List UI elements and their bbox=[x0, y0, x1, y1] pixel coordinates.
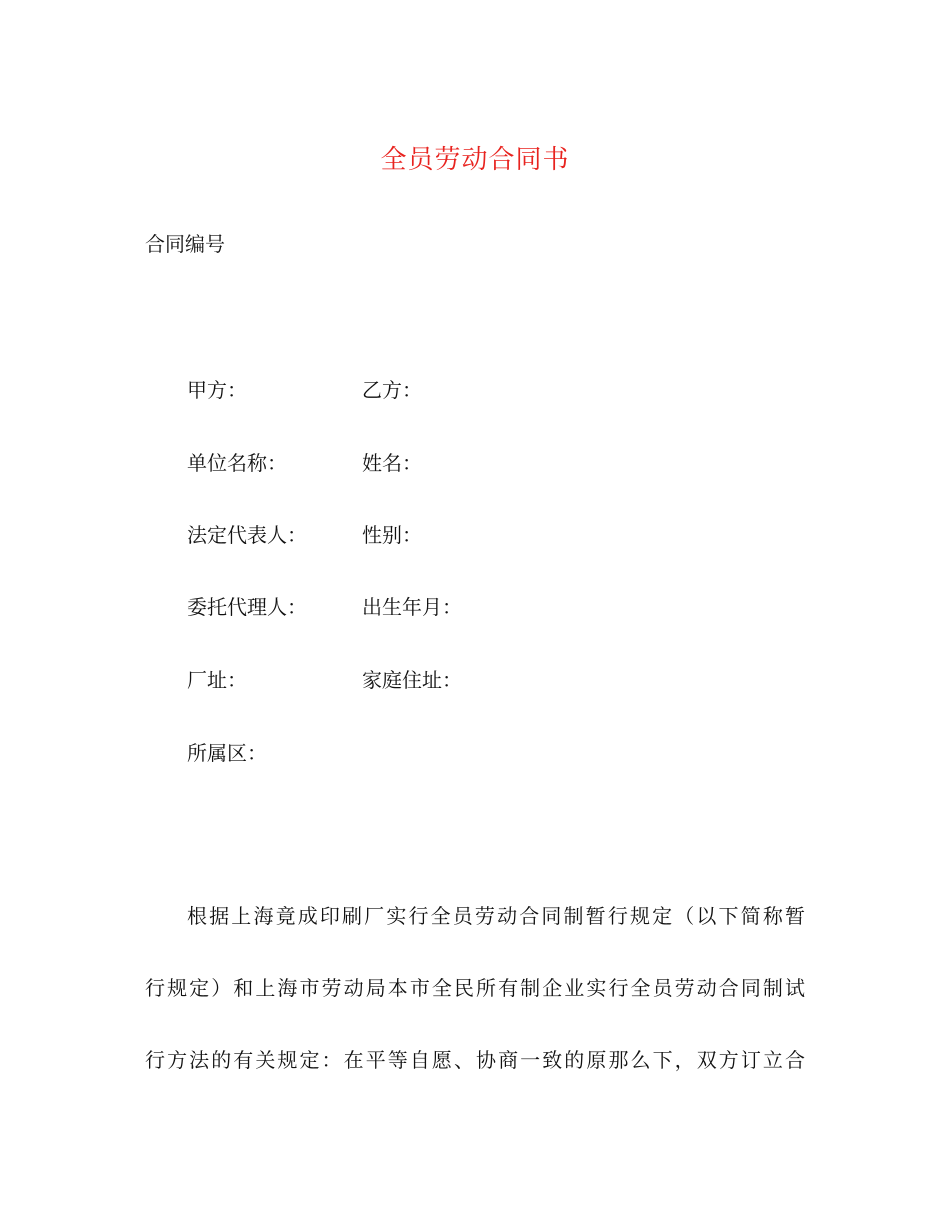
contract-body-paragraph bbox=[145, 880, 805, 1096]
company-name-label: 单位名称： bbox=[187, 451, 287, 475]
employee-name-label: 姓名： bbox=[362, 451, 422, 475]
factory-address-label: 厂址： bbox=[187, 668, 247, 692]
party-row bbox=[0, 664, 950, 696]
party-row bbox=[0, 447, 950, 479]
party-row bbox=[0, 591, 950, 623]
home-address-label: 家庭住址： bbox=[362, 668, 462, 692]
party-a-label: 甲方： bbox=[187, 378, 247, 402]
district-label: 所属区： bbox=[187, 741, 267, 765]
party-row bbox=[0, 737, 950, 769]
contract-number-label: 合同编号 bbox=[145, 232, 225, 256]
legal-representative-label: 法定代表人： bbox=[187, 523, 307, 547]
birth-date-label: 出生年月： bbox=[362, 595, 462, 619]
authorized-agent-label: 委托代理人： bbox=[187, 595, 307, 619]
document-title: 全员劳动合同书 bbox=[380, 145, 570, 175]
gender-label: 性别： bbox=[362, 523, 422, 547]
body-line: 行规定）和上海市劳动局本市全民所有制企业实行全员劳动合同制试 bbox=[145, 976, 805, 1000]
body-line: 行方法的有关规定：在平等自愿、协商一致的原那么下，双方订立合 bbox=[145, 1048, 805, 1072]
body-line: 根据上海竟成印刷厂实行全员劳动合同制暂行规定（以下简称暂 bbox=[187, 904, 805, 928]
party-row bbox=[0, 374, 950, 406]
party-b-label: 乙方： bbox=[362, 378, 422, 402]
party-row bbox=[0, 519, 950, 551]
